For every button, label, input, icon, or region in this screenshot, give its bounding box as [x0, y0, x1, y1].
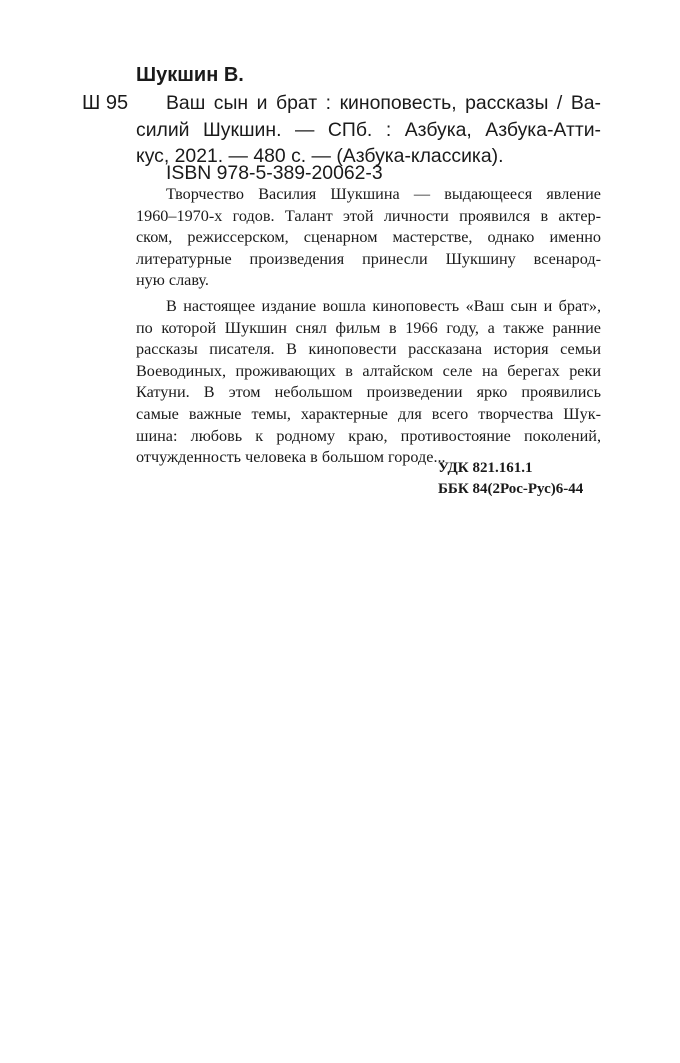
author-mark-code: Ш 95: [82, 92, 129, 114]
annotation-line: по которой Шукшин снял фильм в 1966 году, а также ранние: [136, 318, 601, 337]
annotation-text: [136, 184, 601, 473]
annotation-line: шина: любовь к родному краю, противостояние поколений,: [136, 426, 601, 445]
annotation-line: ную славу.: [136, 271, 209, 290]
annotation-line: рассказы писателя. В киноповести рассказана история семьи: [136, 340, 601, 359]
annotation-line: Катуни. В этом небольшом произведении ярко проявились: [136, 383, 601, 402]
udk-code: УДК 821.161.1: [438, 460, 533, 476]
annotation-line: самые важные темы, характерные для всего творчества Шук-: [136, 404, 601, 423]
classification-codes: [438, 458, 583, 500]
biblio-line: Ваш сын и брат : киноповесть, рассказы / Ва-: [166, 92, 601, 114]
bbk-code: ББК 84(2Рос-Рус)6-44: [438, 481, 584, 497]
bibliographic-description: [136, 90, 601, 170]
author-heading: Шукшин В.: [136, 64, 244, 86]
annotation-line: Творчество Василия Шукшина — выдающееся явление: [166, 185, 601, 203]
annotation-paragraph: [136, 296, 601, 469]
annotation-line: 1960–1970-х годов. Талант этой личности проявился в актер-: [136, 206, 601, 225]
isbn-number: ISBN 978-5-389-20062-3: [166, 162, 383, 184]
annotation-line: В настоящее издание вошла киноповесть «Ваш сын и брат»,: [166, 296, 601, 315]
annotation-paragraph: [136, 184, 601, 292]
annotation-line: отчужденность человека в большом городе...: [136, 448, 446, 467]
annotation-line: Воеводиных, проживающих в алтайском селе на берегах реки: [136, 361, 601, 380]
biblio-line: кус, 2021. — 480 с. — (Азбука-классика).: [136, 145, 504, 167]
annotation-line: ском, режиссерском, сценарном мастерстве, однако именно: [136, 228, 601, 247]
biblio-line: силий Шукшин. — СПб. : Азбука, Азбука-Атти-: [136, 118, 601, 141]
annotation-line: литературные произведения принесли Шукшину всенарод-: [136, 249, 601, 268]
